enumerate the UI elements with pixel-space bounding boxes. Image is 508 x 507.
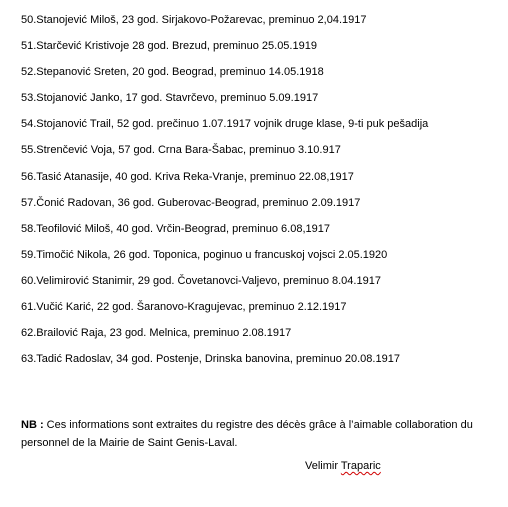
list-item: 61.Vučić Karić, 22 god. Šaranovo-Kragujevac, preminuo 2.12.1917: [21, 301, 347, 314]
list-item: 52.Stepanović Sreten, 20 god. Beograd, preminuo 14.05.1918: [21, 66, 324, 79]
list-item: 54.Stojanović Trail, 52 god. prečinuo 1.07.1917 vojnik druge klase, 9-ti puk pešadija: [21, 118, 429, 131]
list-item: 62.Brailović Raja, 23 god. Melnica, preminuo 2.08.1917: [21, 327, 292, 340]
signature: [305, 459, 381, 473]
entry-list: [21, 13, 501, 378]
list-item: 60.Velimirović Stanimir, 29 god. Čovetanovci-Valjevo, preminuo 8.04.1917: [21, 274, 381, 287]
list-item: 59.Timočić Nikola, 26 god. Toponica, poginuo u francuskoj vojsci 2.05.1920: [21, 248, 388, 261]
footnote: [21, 416, 491, 452]
list-item: 53.Stojanović Janko, 17 god. Stavrčevo, preminuo 5.09.1917: [21, 92, 319, 105]
list-item: 63.Tadić Radoslav, 34 god. Postenje, Drinska banovina, preminuo 20.08.1917: [21, 353, 400, 366]
signature-last-name: Traparic: [340, 460, 381, 472]
footnote-text: Ces informations sont extraites du registre des décès grâce à l’aimable collaboration du personnel de la Mairie de Saint Genis-Laval.: [21, 419, 473, 449]
list-item: 50.Stanojević Miloš, 23 god. Sirjakovo-Požarevac, preminuo 2,04.1917: [21, 14, 367, 26]
list-item: 56.Tasić Atanasije, 40 god. Kriva Reka-Vranje, preminuo 22.08,1917: [21, 170, 354, 183]
list-item: 55.Strenčević Voja, 57 god. Crna Bara-Šabac, preminuo 3.10.917: [21, 144, 341, 157]
list-item: 51.Starčević Kristivoje 28 god. Brezud, preminuo 25.05.1919: [21, 40, 317, 53]
signature-first-name: Velimir: [305, 460, 341, 472]
footnote-label: NB :: [21, 419, 44, 431]
list-item: 57.Čonić Radovan, 36 god. Guberovac-Beograd, preminuo 2.09.1917: [21, 196, 361, 209]
list-item: 58.Teofilović Miloš, 40 god. Vrčin-Beograd, preminuo 6.08,1917: [21, 222, 330, 235]
